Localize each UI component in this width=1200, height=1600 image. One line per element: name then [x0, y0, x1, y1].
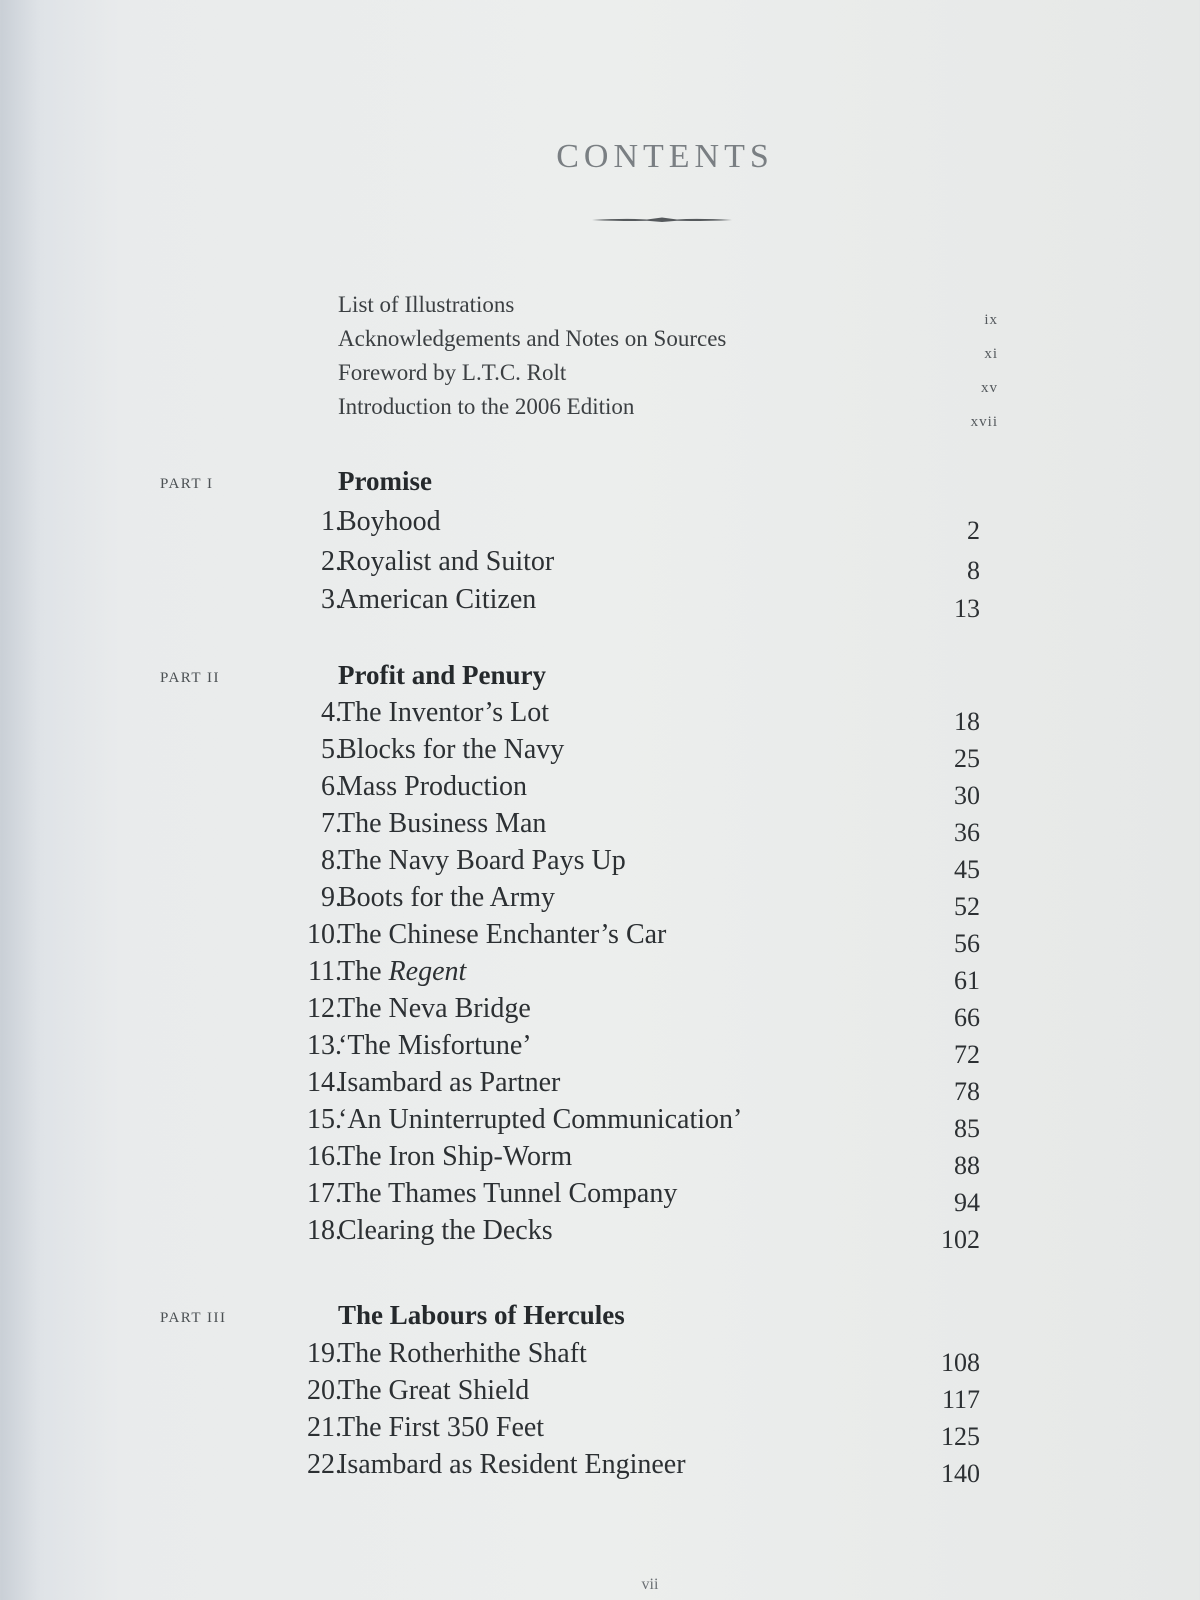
chapter-number: 1. [321, 506, 342, 537]
front-matter-label: Introduction to the 2006 Edition [338, 394, 635, 419]
front-matter-label: Acknowledgements and Notes on Sources [338, 326, 727, 351]
chapter-entry[interactable] [0, 845, 1200, 882]
chapter-number: 5. [321, 734, 342, 765]
chapter-number: 14. [307, 1067, 342, 1098]
chapter-number: 19. [307, 1338, 342, 1369]
chapter-number: 16. [307, 1141, 342, 1172]
front-matter-page: ix [984, 312, 998, 328]
chapter-title: The Great Shield [338, 1375, 530, 1406]
chapter-title: Isambard as Partner [338, 1067, 561, 1098]
chapter-entry[interactable] [0, 546, 1200, 583]
chapter-number: 22. [307, 1449, 342, 1480]
front-matter-page: xvii [970, 414, 998, 430]
chapter-number: 17. [307, 1178, 342, 1209]
chapter-page: 61 [954, 966, 980, 995]
chapter-page: 108 [941, 1348, 980, 1377]
chapter-entry[interactable] [0, 584, 1200, 621]
chapter-page: 66 [954, 1003, 980, 1032]
chapter-number: 20. [307, 1375, 342, 1406]
chapter-number: 11. [308, 956, 342, 987]
chapter-number: 15. [307, 1104, 342, 1135]
chapter-title: The Chinese Enchanter’s Car [338, 919, 667, 950]
chapter-number: 4. [321, 697, 342, 728]
chapter-page: 102 [941, 1225, 980, 1254]
chapter-entry[interactable] [0, 506, 1200, 543]
chapter-entry[interactable] [0, 1215, 1200, 1252]
chapter-page: 125 [941, 1422, 980, 1451]
chapter-title-italic: Regent [388, 956, 467, 987]
chapter-page: 2 [967, 516, 980, 545]
chapter-entry[interactable] [0, 993, 1200, 1030]
part-label: PART III [160, 1310, 227, 1326]
chapter-title: Isambard as Resident Engineer [338, 1449, 686, 1480]
chapter-number: 10. [307, 919, 342, 950]
chapter-entry[interactable] [0, 1104, 1200, 1141]
chapter-number: 2. [321, 546, 342, 577]
front-matter-item[interactable] [338, 326, 998, 360]
chapter-page: 30 [954, 781, 980, 810]
front-matter-label: List of Illustrations [338, 292, 515, 317]
chapter-number: 7. [321, 808, 342, 839]
chapter-entry[interactable] [0, 697, 1200, 734]
chapter-page: 140 [941, 1459, 980, 1488]
chapter-title: The Inventor’s Lot [338, 697, 549, 728]
chapter-page: 52 [954, 892, 980, 921]
chapter-page: 85 [954, 1114, 980, 1143]
chapter-page: 72 [954, 1040, 980, 1069]
chapter-entry[interactable] [0, 1030, 1200, 1067]
chapter-title: ‘An Uninterrupted Communication’ [338, 1104, 743, 1135]
front-matter-label: Foreword by L.T.C. Rolt [338, 360, 567, 385]
chapter-number: 9. [321, 882, 342, 913]
chapter-entry[interactable] [0, 1178, 1200, 1215]
chapter-entry[interactable] [0, 808, 1200, 845]
chapter-number: 21. [307, 1412, 342, 1443]
chapter-entry[interactable] [0, 1067, 1200, 1104]
chapter-title: The Navy Board Pays Up [338, 845, 626, 876]
chapter-page: 94 [954, 1188, 980, 1217]
chapter-title [338, 956, 466, 988]
part-title: The Labours of Hercules [338, 1300, 625, 1330]
front-matter-page: xv [981, 380, 998, 396]
chapter-title: The Neva Bridge [338, 993, 531, 1024]
chapter-entry[interactable] [0, 882, 1200, 919]
chapter-title: American Citizen [338, 584, 537, 615]
chapter-number: 6. [321, 771, 342, 802]
chapter-title: The Rotherhithe Shaft [338, 1338, 587, 1369]
front-matter-item[interactable] [338, 394, 998, 428]
chapter-page: 56 [954, 929, 980, 958]
chapter-page: 78 [954, 1077, 980, 1106]
front-matter-item[interactable] [338, 360, 998, 394]
chapter-page: 117 [941, 1385, 980, 1414]
page-title: CONTENTS [556, 138, 774, 175]
title-ornament-icon [592, 216, 732, 224]
chapter-entry[interactable] [0, 734, 1200, 771]
chapter-number: 18. [307, 1215, 342, 1246]
chapter-title: Mass Production [338, 771, 527, 802]
chapter-title: Royalist and Suitor [338, 546, 555, 577]
chapter-page: 13 [954, 594, 980, 623]
chapter-page: 88 [954, 1151, 980, 1180]
chapter-entry[interactable] [0, 1449, 1200, 1486]
chapter-number: 3. [321, 584, 342, 615]
front-matter-list [338, 292, 998, 428]
chapter-title: The First 350 Feet [338, 1412, 545, 1443]
chapter-page: 25 [954, 744, 980, 773]
chapter-page: 36 [954, 818, 980, 847]
page-folio: vii [641, 1576, 659, 1593]
chapter-entry[interactable] [0, 1141, 1200, 1178]
part-title: Promise [338, 466, 432, 496]
chapter-number: 12. [307, 993, 342, 1024]
chapter-page: 18 [954, 707, 980, 736]
chapter-title: Boyhood [338, 506, 441, 537]
chapter-title: ‘The Misfortune’ [338, 1030, 532, 1061]
chapter-title: The Business Man [338, 808, 547, 839]
chapter-page: 45 [954, 855, 980, 884]
chapter-entry[interactable] [0, 919, 1200, 956]
chapter-number: 8. [321, 845, 342, 876]
part-label: PART I [160, 476, 214, 492]
chapter-title-prefix: The [338, 956, 389, 987]
front-matter-item[interactable] [338, 292, 998, 326]
chapter-title: Blocks for the Navy [338, 734, 565, 765]
chapter-entry[interactable] [0, 1375, 1200, 1412]
chapter-title: The Iron Ship-Worm [338, 1141, 573, 1172]
chapter-entry[interactable] [0, 771, 1200, 808]
part-title: Profit and Penury [338, 660, 546, 690]
chapter-title: The Thames Tunnel Company [338, 1178, 678, 1209]
part-label: PART II [160, 670, 221, 686]
chapter-entry[interactable] [0, 1338, 1200, 1375]
chapter-number: 13. [307, 1030, 342, 1061]
chapter-title: Clearing the Decks [338, 1215, 553, 1246]
chapter-entry[interactable] [0, 956, 1200, 993]
chapter-entry[interactable] [0, 1412, 1200, 1449]
chapter-page: 8 [967, 556, 980, 585]
front-matter-page: xi [984, 346, 998, 362]
chapter-title: Boots for the Army [338, 882, 555, 913]
